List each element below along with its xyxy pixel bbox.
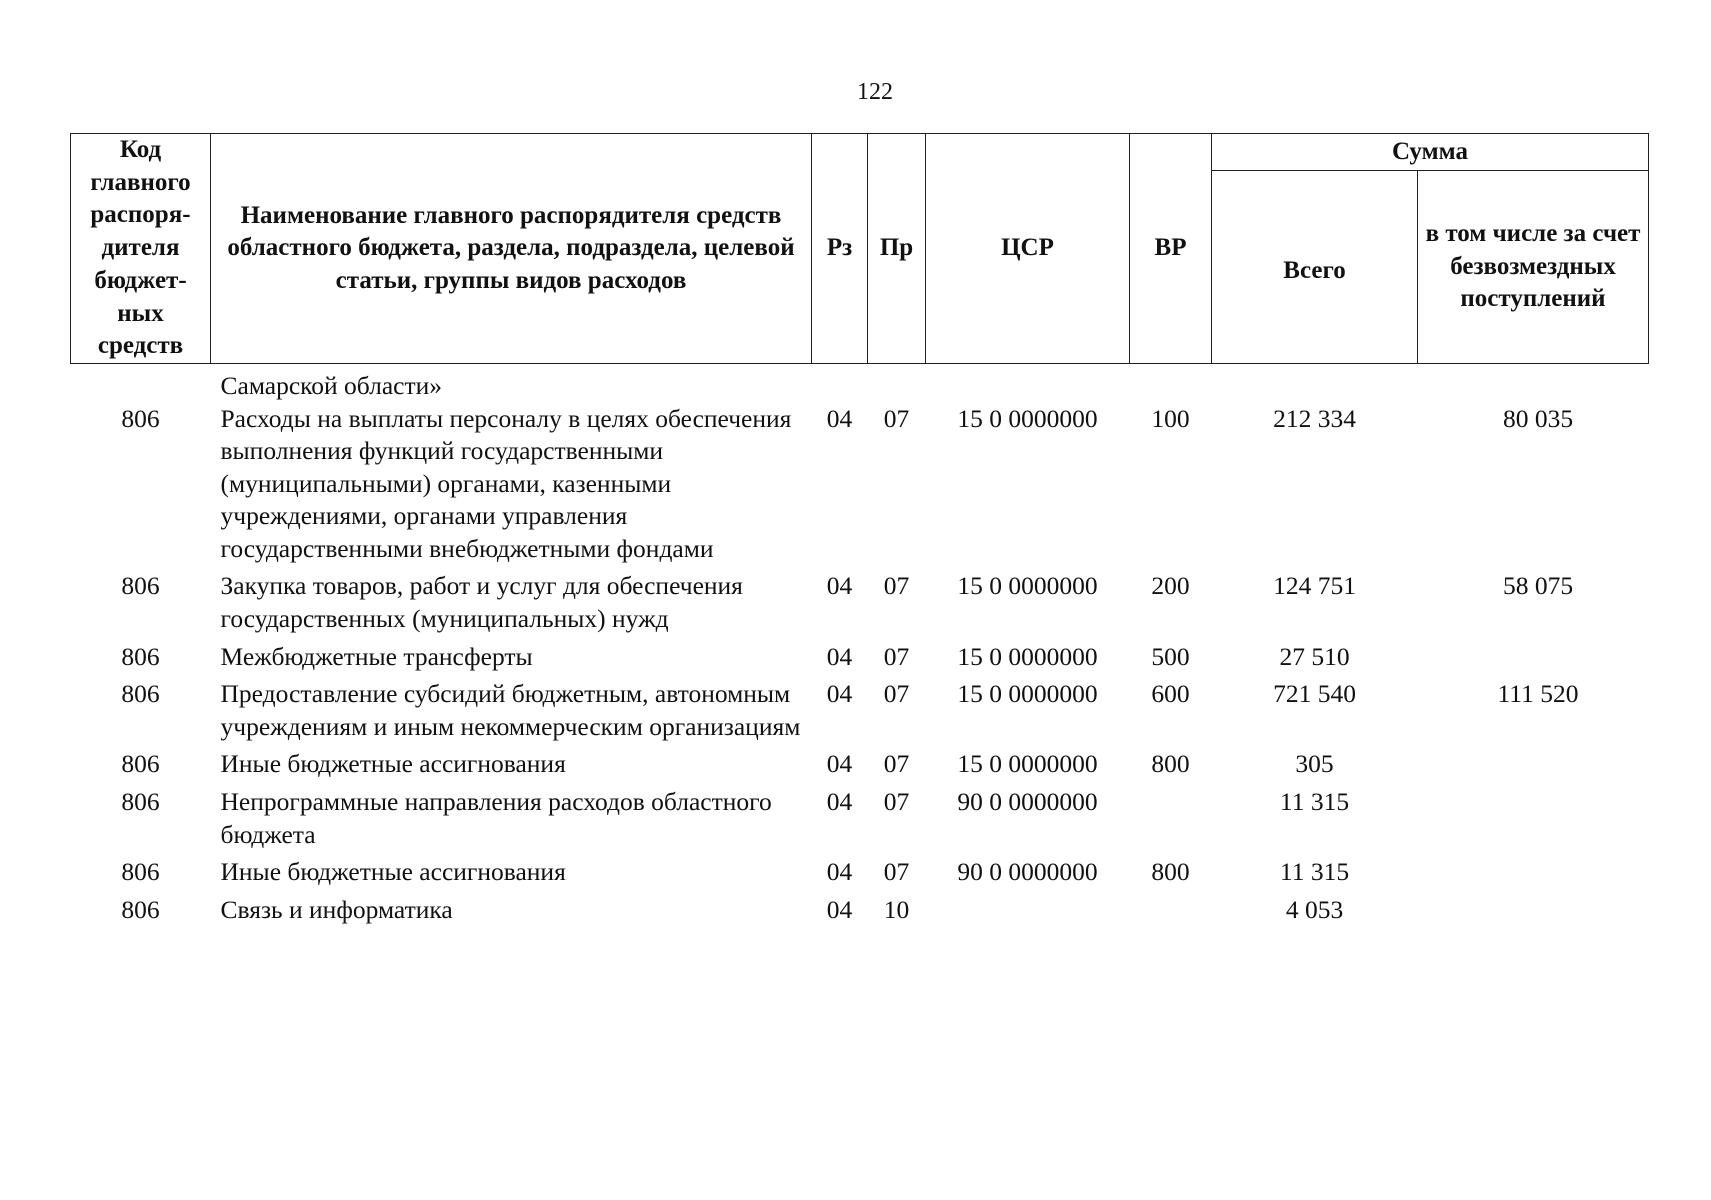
cell-name: Иные бюджетные ассигнования — [220, 857, 566, 887]
cell-code: 806 — [121, 679, 160, 709]
cell-code: 806 — [121, 787, 160, 817]
cell-total: 27 510 — [1279, 641, 1350, 671]
header-pr: Пр — [868, 134, 926, 364]
cell-csr — [926, 363, 1130, 402]
cell-code: 806 — [121, 894, 160, 924]
cell-total: 305 — [1295, 749, 1334, 779]
cell-free — [1418, 889, 1649, 927]
cell-pr: 07 — [883, 403, 910, 433]
header-sum: Сумма — [1212, 134, 1649, 171]
cell-free — [1418, 851, 1649, 889]
cell-rz: 04 — [826, 641, 853, 671]
cell-free — [1418, 636, 1649, 674]
cell-free — [1418, 743, 1649, 781]
table-row — [71, 565, 1649, 635]
budget-table-sheet — [70, 133, 1648, 926]
cell-free: 80 035 — [1502, 403, 1574, 433]
budget-table — [70, 133, 1649, 926]
cell-csr — [926, 889, 1130, 927]
header-csr: ЦСР — [926, 134, 1130, 364]
cell-vr — [1130, 363, 1212, 402]
cell-total: 11 315 — [1279, 787, 1350, 817]
table-row — [71, 636, 1649, 674]
cell-name: Межбюджетные трансферты — [220, 641, 533, 671]
cell-vr: 800 — [1151, 749, 1190, 779]
header-vr: ВР — [1130, 134, 1212, 364]
header-name: Наименование главного распорядителя средств областного бюджета, раздела, подраздела, целевой статьи, группы видов расходов — [211, 134, 812, 364]
cell-name: Закупка товаров, работ и услуг для обеспечения государственных (муниципальных) нужд — [220, 571, 743, 634]
cell-code: 806 — [121, 571, 160, 601]
cell-total: 124 751 — [1273, 571, 1356, 601]
cell-pr: 07 — [883, 787, 910, 817]
cell-total: 212 334 — [1273, 403, 1356, 433]
cell-csr: 15 0 0000000 — [957, 641, 1098, 671]
table-row — [71, 889, 1649, 927]
cell-vr: 100 — [1151, 403, 1190, 433]
cell-name: Предоставление субсидий бюджетным, автономным учреждениям и иным некоммерческим организациям — [220, 679, 801, 741]
cell-rz: 04 — [826, 894, 853, 924]
cell-total: 721 540 — [1273, 679, 1356, 709]
table-header — [71, 134, 1649, 364]
cell-rz: 04 — [826, 857, 853, 887]
header-free: в том числе за счет безвозмездных поступлений — [1418, 171, 1649, 364]
cell-csr: 90 0 0000000 — [957, 787, 1098, 817]
cell-total: 4 053 — [1285, 894, 1344, 924]
header-rz: Рз — [812, 134, 868, 364]
cell-code: 806 — [121, 641, 160, 671]
cell-rz: 04 — [826, 679, 853, 709]
cell-name: Связь и информатика — [220, 894, 453, 924]
cell-free — [1418, 781, 1649, 851]
cell-csr: 90 0 0000000 — [957, 857, 1098, 887]
cell-rz — [812, 363, 868, 402]
cell-rz: 04 — [826, 787, 853, 817]
cell-pr — [868, 363, 926, 402]
table-row — [71, 403, 1649, 566]
cell-code — [71, 363, 211, 402]
cell-csr: 15 0 0000000 — [957, 679, 1098, 709]
cell-total — [1212, 363, 1418, 402]
cell-pr: 07 — [883, 571, 910, 601]
cell-code: 806 — [121, 749, 160, 779]
cell-vr — [1130, 781, 1212, 851]
page-number: 122 — [857, 79, 893, 105]
cell-pr: 07 — [883, 679, 910, 709]
cell-csr: 15 0 0000000 — [957, 571, 1098, 601]
cell-name: Иные бюджетные ассигнования — [220, 749, 566, 779]
header-code: Код главного распоря- дителя бюджет- ных средств — [71, 134, 211, 364]
table-row — [71, 781, 1649, 851]
cell-csr: 15 0 0000000 — [957, 403, 1098, 433]
cell-vr: 800 — [1151, 857, 1190, 887]
cell-name: Непрограммные направления расходов областного бюджета — [220, 787, 772, 849]
cell-vr: 600 — [1151, 679, 1190, 709]
continuation-text: Самарской области» — [220, 370, 443, 400]
table-row — [71, 743, 1649, 781]
cell-pr: 07 — [883, 641, 910, 671]
cell-pr: 07 — [883, 749, 910, 779]
cell-rz: 04 — [826, 749, 853, 779]
continuation-row — [71, 363, 1649, 402]
cell-vr: 500 — [1151, 641, 1190, 671]
cell-rz: 04 — [826, 403, 853, 433]
cell-csr: 15 0 0000000 — [957, 749, 1098, 779]
cell-vr — [1130, 889, 1212, 927]
cell-rz: 04 — [826, 571, 853, 601]
cell-code: 806 — [121, 857, 160, 887]
table-row — [71, 851, 1649, 889]
table-row — [71, 673, 1649, 743]
cell-free: 111 520 — [1497, 679, 1579, 709]
table-body — [71, 363, 1649, 926]
cell-pr: 10 — [883, 894, 910, 924]
cell-name: Расходы на выплаты персоналу в целях обеспечения выполнения функций государственными (муниципальными) органами, казенными учреждениями, органами управления государственными внебюджетными фондами — [220, 403, 792, 563]
cell-total: 11 315 — [1279, 857, 1350, 887]
cell-free: 58 075 — [1502, 571, 1574, 601]
cell-vr: 200 — [1151, 571, 1190, 601]
cell-free — [1418, 363, 1649, 402]
cell-code: 806 — [121, 403, 160, 433]
cell-pr: 07 — [883, 857, 910, 887]
header-total: Всего — [1212, 171, 1418, 364]
